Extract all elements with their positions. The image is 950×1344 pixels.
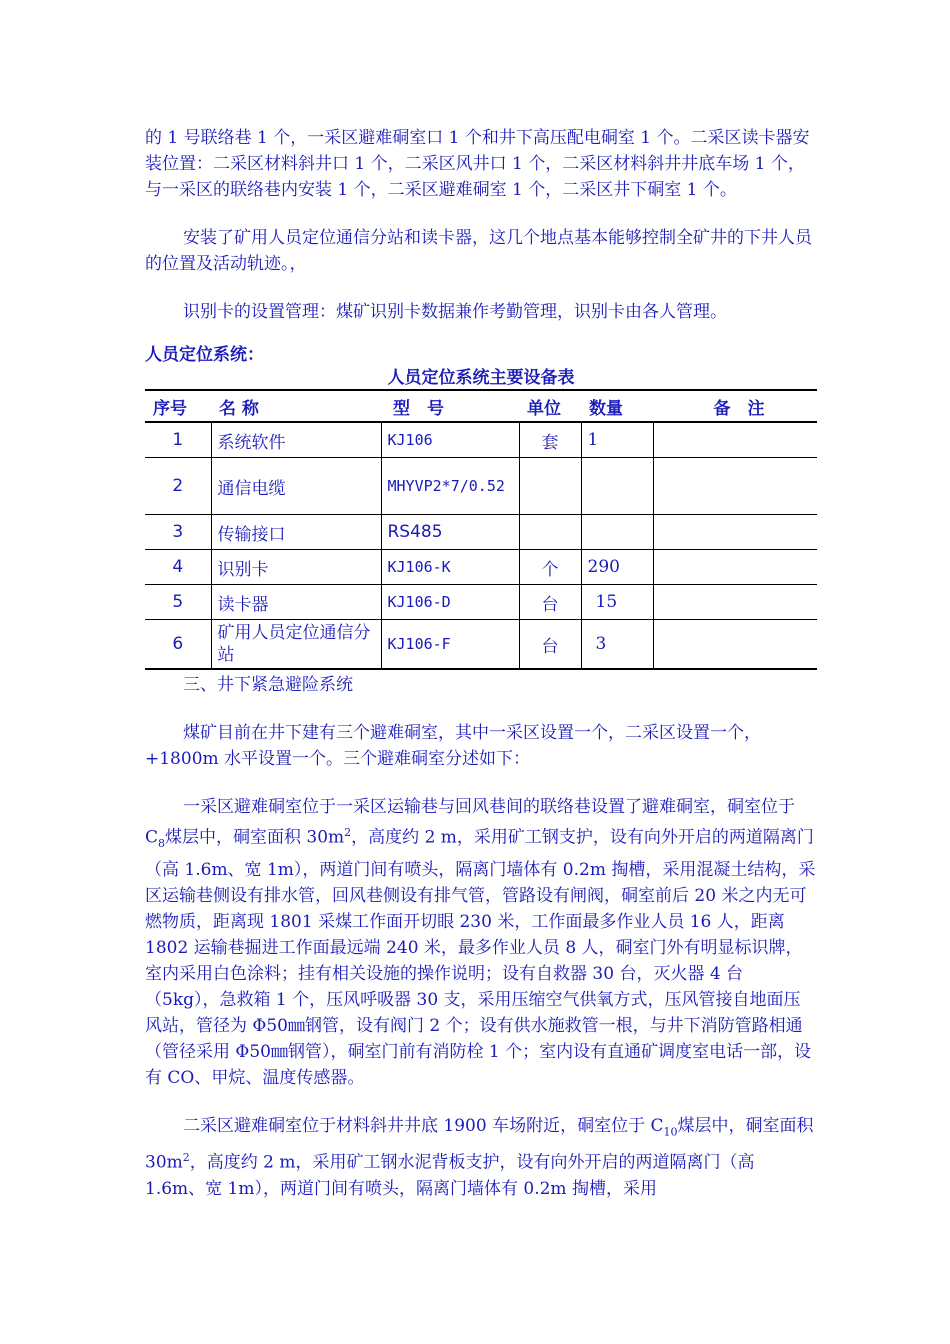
cell-name: 通信电缆 xyxy=(211,458,381,515)
cell-unit xyxy=(519,458,581,515)
cell-name: 识别卡 xyxy=(211,550,381,585)
header-note: 备 注 xyxy=(653,390,817,422)
paragraph-card-management: 识别卡的设置管理：煤矿识别卡数据兼作考勤管理，识别卡由各人管理。 xyxy=(183,302,727,322)
cell-qty xyxy=(581,458,653,515)
cell-name: 矿用人员定位通信分站 xyxy=(211,620,381,670)
paragraph-refuge-area-1: 一采区避难硐室位于一采区运输巷与回风巷间的联络巷设置了避难硐室，硐室位于 $C_8$煤层中，硐室面积 $30m^2$，高度约 2 m，采用矿工钢支护，设有向外开启的两道隔离门（高 1.6m、宽 1m），两道门间有喷头，隔离门墙体有 0.2m 掏槽，采用混凝土结构，采区运输巷侧设有排水管，回风巷侧设有排气管，管路设有闸阀，硐室前后 20 米之内无可燃物质，距离现 1801 采煤工作面开切眼 230 米，工作面最多作业人员 16 人，距离 1802 运输巷掘进工作面最远端 240 米，最多作业人员 8 人，硐室门外有明显标识牌，室内采用白色涂料；挂有相关设施的操作说明；设有自救器 30 台，灭火器 4 台（5kg），急救箱 1 个，压风呼吸器 30 支，采用压缩空气供氧方式，压风管接自地面压风站，管径为 Φ50㎜钢管，设有阀门 2 个；设有供水施救管一根，与井下消防管路相通（管径采用 Φ50㎜钢管），硐室门前有消防栓 1 个；室内设有直通矿调度室电话一部，设有 CO、甲烷、温度传感器。 xyxy=(145,797,816,1089)
cell-qty xyxy=(581,515,653,550)
cell-unit xyxy=(519,515,581,550)
cell-no: 6 xyxy=(145,620,211,670)
cell-model: KJ106-F xyxy=(381,620,519,670)
header-qty: 数量 xyxy=(581,390,653,422)
section-heading-positioning: 人员定位系统： xyxy=(145,345,264,365)
cell-no: 1 xyxy=(145,422,211,458)
cell-note xyxy=(653,585,817,620)
table-row xyxy=(145,515,817,550)
cell-no: 5 xyxy=(145,585,211,620)
cell-model: KJ106 xyxy=(381,422,519,458)
section-heading-emergency: 三、井下紧急避险系统 xyxy=(183,675,353,695)
cell-no: 4 xyxy=(145,550,211,585)
cell-note xyxy=(653,458,817,515)
cell-unit: 套 xyxy=(519,422,581,458)
paragraph-refuge-area-2: 二采区避难硐室位于材料斜井井底 1900 车场附近，硐室位于 $C_{10}$煤层中，硐室面积 $30m^2$，高度约 2 m，采用矿工钢水泥背板支护，设有向外开启的两道隔离门（高 1.6m、宽 1m），两道门间有喷头，隔离门墙体有 0.2m 掏槽，采用 xyxy=(145,1116,814,1200)
cell-note xyxy=(653,422,817,458)
cell-name: 系统软件 xyxy=(211,422,381,458)
cell-qty: 1 xyxy=(581,422,653,458)
cell-model: KJ106-K xyxy=(381,550,519,585)
paragraph-card-reader-locations: 的 1 号联络巷 1 个，一采区避难硐室口 1 个和井下高压配电硐室 1 个。二采区读卡器安装位置：二采区材料斜井口 1 个，二采区风井口 1 个，二采区材料斜井井底车场 1 个，与一采区的联络巷内安装 1 个，二采区避难硐室 1 个，二采区井下硐室 1 个。 xyxy=(145,128,810,200)
cell-name: 传输接口 xyxy=(211,515,381,550)
document-page xyxy=(145,125,817,1202)
cell-model: KJ106-D xyxy=(381,585,519,620)
cell-qty: 3 xyxy=(581,620,653,670)
table-header-row xyxy=(145,390,817,422)
cell-no: 3 xyxy=(145,515,211,550)
paragraph-refuge-overview: 煤矿目前在井下建有三个避难硐室，其中一采区设置一个，二采区设置一个，+1800m 水平设置一个。三个避难硐室分述如下： xyxy=(145,723,761,769)
cell-unit: 台 xyxy=(519,620,581,670)
header-unit: 单位 xyxy=(519,390,581,422)
header-name: 名 称 xyxy=(211,390,381,422)
equipment-table xyxy=(145,389,817,670)
table-row xyxy=(145,620,817,670)
cell-note xyxy=(653,550,817,585)
table-row xyxy=(145,550,817,585)
table-row xyxy=(145,585,817,620)
cell-qty: 290 xyxy=(581,550,653,585)
table-title: 人员定位系统主要设备表 xyxy=(387,368,575,388)
cell-qty: 15 xyxy=(581,585,653,620)
header-no: 序号 xyxy=(145,390,211,422)
cell-note xyxy=(653,620,817,670)
cell-unit: 台 xyxy=(519,585,581,620)
cell-model: RS485 xyxy=(381,515,519,550)
table-row xyxy=(145,422,817,458)
cell-note xyxy=(653,515,817,550)
paragraph-substation-coverage: 安装了矿用人员定位通信分站和读卡器，这几个地点基本能够控制全矿井的下井人员的位置及活动轨迹。， xyxy=(145,228,812,274)
cell-unit: 个 xyxy=(519,550,581,585)
cell-no: 2 xyxy=(145,458,211,515)
table-row xyxy=(145,458,817,515)
cell-name: 读卡器 xyxy=(211,585,381,620)
header-model: 型 号 xyxy=(381,390,519,422)
cell-model: MHYVP2*7/0.52 xyxy=(381,458,519,515)
